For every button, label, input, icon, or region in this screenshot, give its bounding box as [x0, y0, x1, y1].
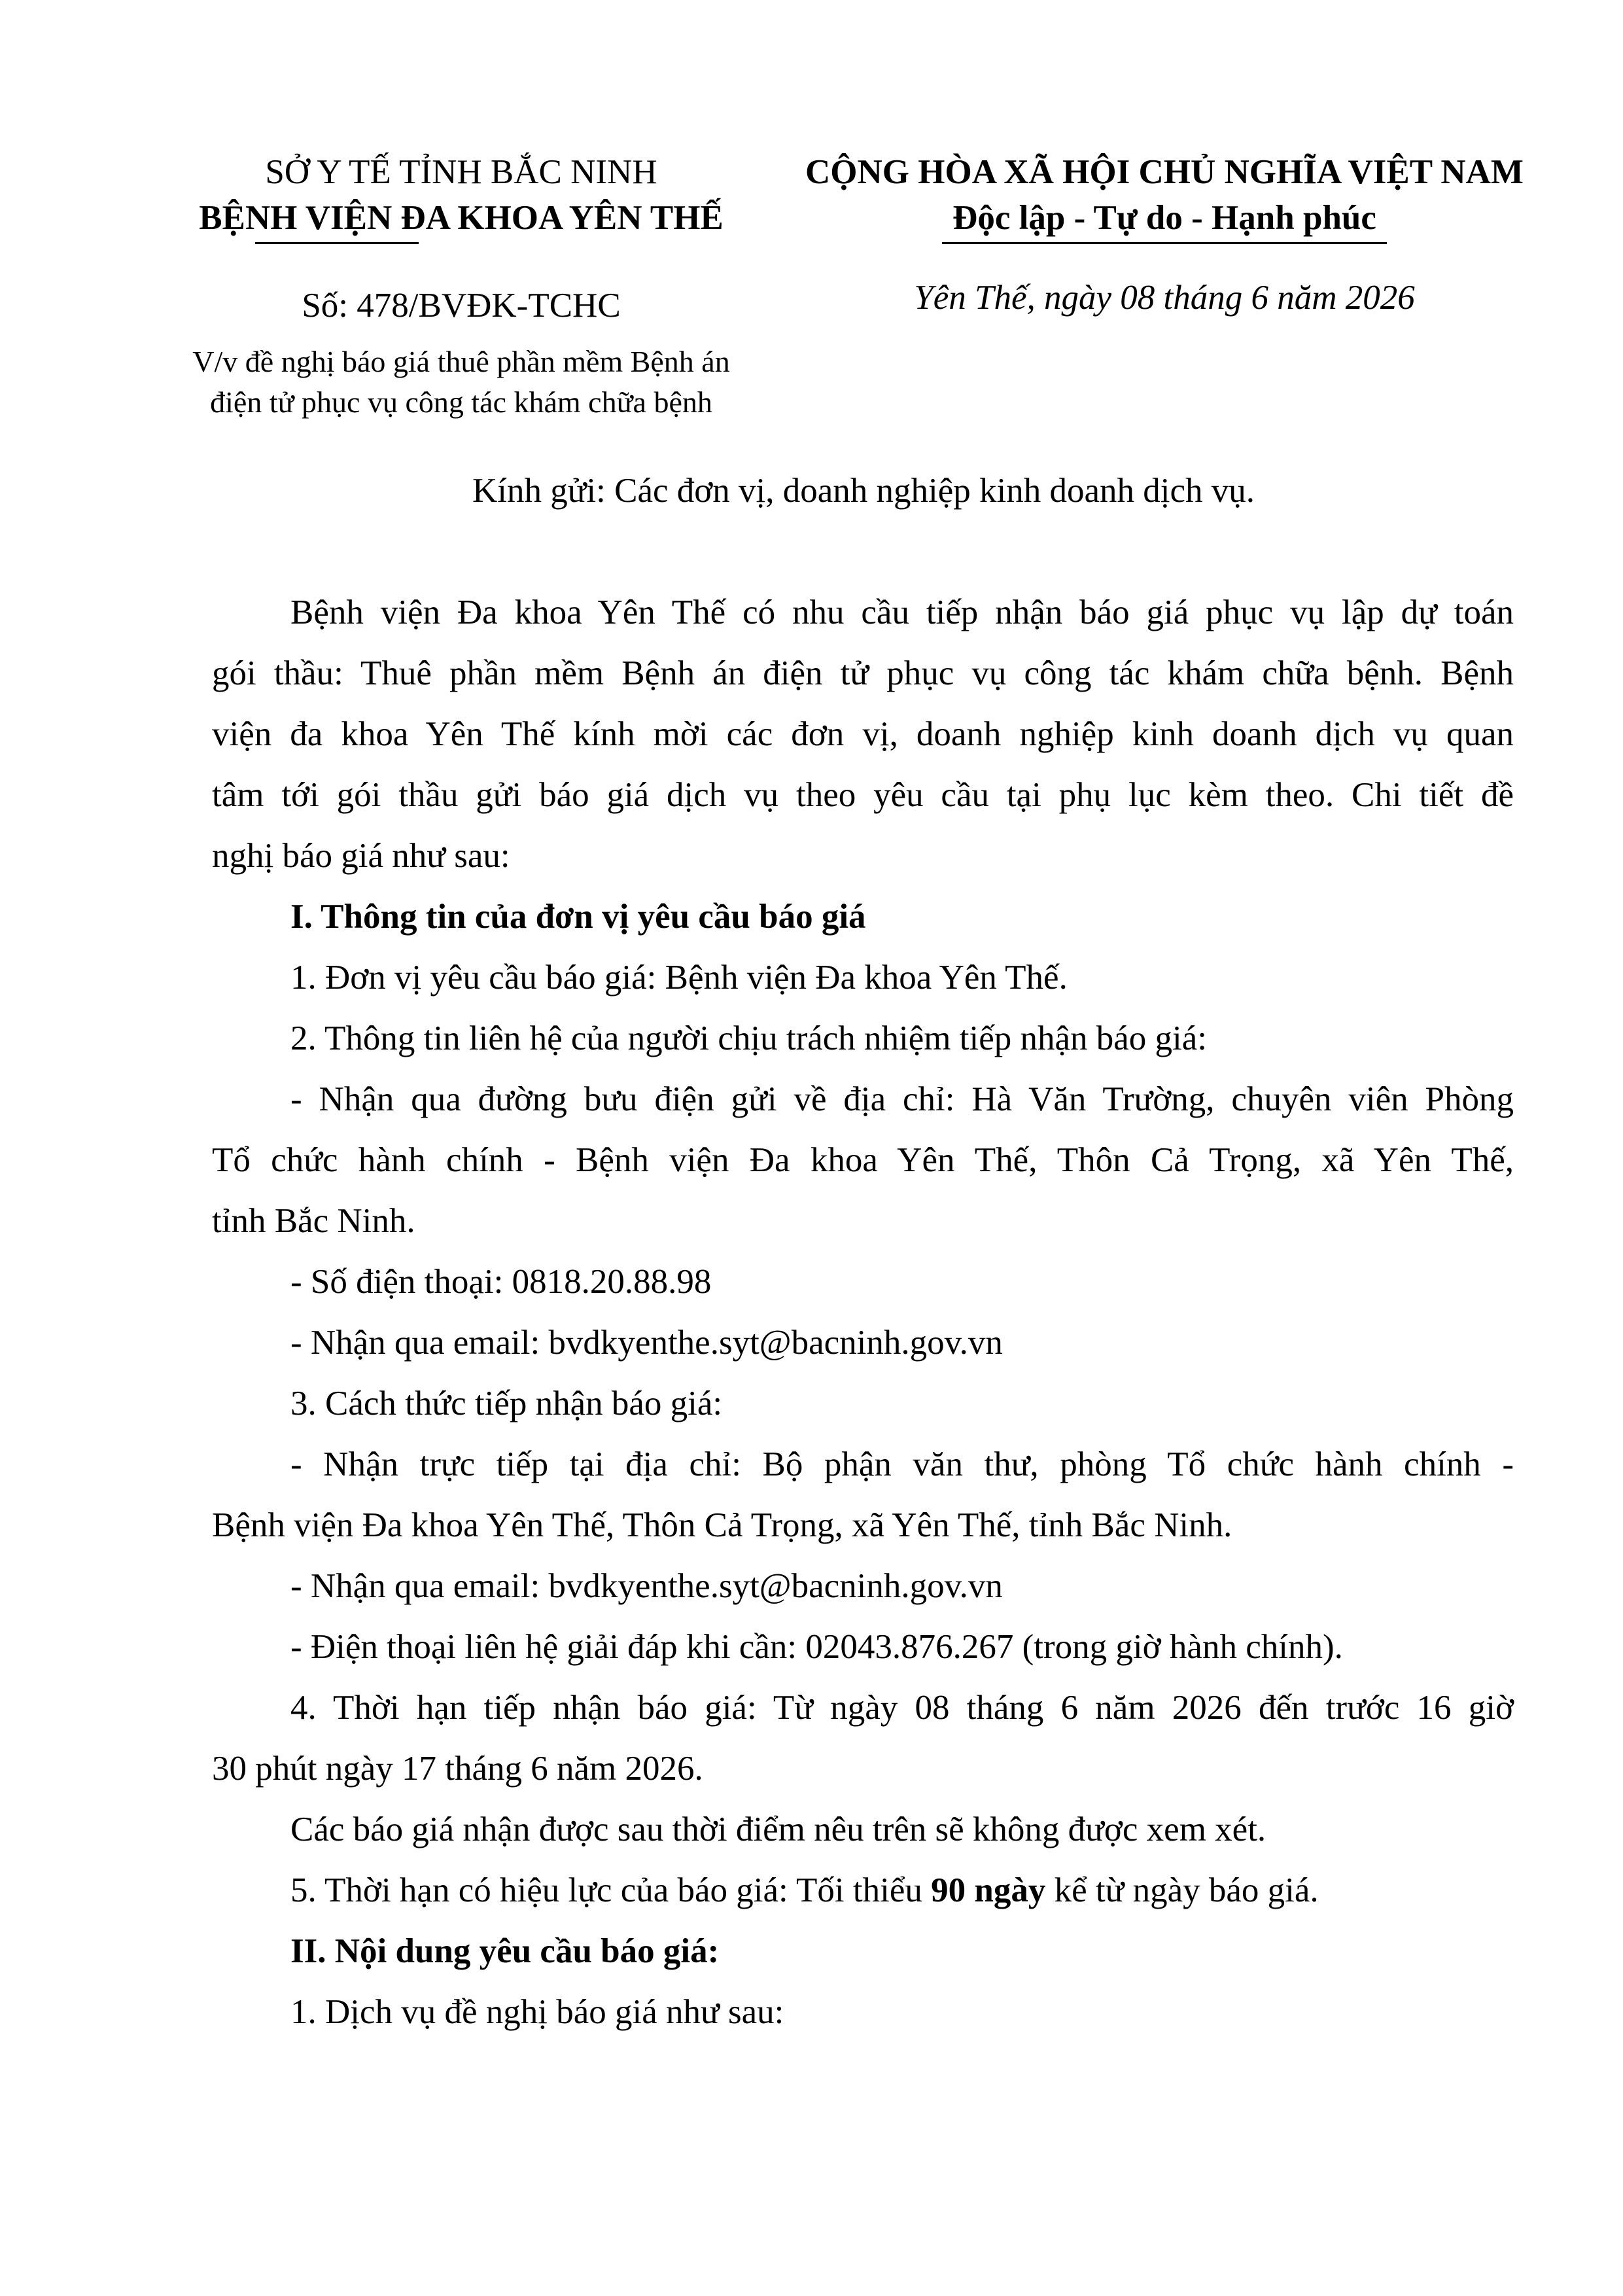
email-line: - Nhận qua email: bvdkyenthe.syt@bacninh.gov.vn [290, 1567, 1003, 1605]
text-line: gói thầu: Thuê phần mềm Bệnh án điện tử phục vụ công tác khám chữa bệnh. Bệnh [212, 654, 1514, 692]
salutation: Kính gửi: Các đơn vị, doanh nghiệp kinh doanh dịch vụ. [472, 472, 1255, 510]
text-line: Bệnh viện Đa khoa Yên Thế, Thôn Cả Trọng, xã Yên Thế, tỉnh Bắc Ninh. [212, 1506, 1232, 1544]
document-subject [137, 342, 785, 423]
issuer-block [137, 149, 785, 241]
section-heading-2: II. Nội dung yêu cầu báo giá: [290, 1932, 720, 1970]
text-line: 30 phút ngày 17 tháng 6 năm 2026. [212, 1750, 703, 1788]
motto-underline [942, 242, 1387, 244]
text-line: Tổ chức hành chính - Bệnh viện Đa khoa Yên Thế, Thôn Cả Trọng, xã Yên Thế, [212, 1141, 1514, 1179]
subject-line: V/v đề nghị báo giá thuê phần mềm Bệnh án [192, 345, 730, 378]
text-line: viện đa khoa Yên Thế kính mời các đơn vị, doanh nghiệp kinh doanh dịch vụ quan [212, 715, 1514, 753]
validity-days: 90 ngày [931, 1871, 1046, 1909]
intro-paragraph [212, 582, 1514, 887]
service-item: 1. Dịch vụ đề nghị báo giá như sau: [290, 1993, 784, 2031]
text-line: tỉnh Bắc Ninh. [212, 1202, 415, 1240]
national-motto-block [772, 149, 1557, 241]
validity-item [212, 1860, 1514, 1921]
text-line: tâm tới gói thầu gửi báo giá dịch vụ theo yêu cầu tại phụ lục kèm theo. Chi tiết đề [212, 776, 1514, 814]
method-item: 3. Cách thức tiếp nhận báo giá: [290, 1385, 723, 1422]
postal-address-paragraph [212, 1069, 1514, 1252]
requester-item: 1. Đơn vị yêu cầu báo giá: Bệnh viện Đa khoa Yên Thế. [290, 959, 1068, 997]
issuer-hospital: BỆNH VIỆN ĐA KHOA YÊN THẾ [199, 199, 724, 237]
national-title: CỘNG HÒA XÃ HỘI CHỦ NGHĨA VIỆT NAM [805, 153, 1524, 191]
document-date: Yên Thế, ngày 08 tháng 6 năm 2026 [914, 279, 1415, 317]
section-heading-1: I. Thông tin của đơn vị yêu cầu báo giá [290, 898, 866, 936]
contact-item: 2. Thông tin liên hệ của người chịu trách nhiệm tiếp nhận báo giá: [290, 1019, 1208, 1057]
document-number: Số: 478/BVĐK-TCHC [302, 287, 621, 325]
email-line: - Nhận qua email: bvdkyenthe.syt@bacninh.gov.vn [290, 1324, 1003, 1362]
text-line: - Nhận trực tiếp tại địa chỉ: Bộ phận văn thư, phòng Tổ chức hành chính - [290, 1445, 1514, 1483]
text-line: - Nhận qua đường bưu điện gửi về địa chỉ: Hà Văn Trường, chuyên viên Phòng [290, 1080, 1514, 1118]
deadline-paragraph [212, 1678, 1514, 1799]
hotline-line: - Điện thoại liên hệ giải đáp khi cần: 02043.876.267 (trong giờ hành chính). [290, 1628, 1343, 1666]
issuer-department: SỞ Y TẾ TỈNH BẮC NINH [265, 153, 657, 191]
validity-suffix: kể từ ngày báo giá. [1045, 1871, 1319, 1909]
national-motto: Độc lập - Tự do - Hạnh phúc [952, 199, 1376, 237]
text-line: 4. Thời hạn tiếp nhận báo giá: Từ ngày 08 tháng 6 năm 2026 đến trước 16 giờ [290, 1689, 1514, 1727]
document-body [212, 582, 1514, 2043]
issuer-underline [255, 242, 419, 244]
subject-line: điện tử phục vụ công tác khám chữa bệnh [210, 385, 712, 419]
text-line: Bệnh viện Đa khoa Yên Thế có nhu cầu tiếp nhận báo giá phục vụ lập dự toán [290, 593, 1514, 631]
late-note: Các báo giá nhận được sau thời điểm nêu trên sẽ không được xem xét. [290, 1810, 1266, 1848]
validity-prefix: 5. Thời hạn có hiệu lực của báo giá: Tối thiểu [290, 1871, 932, 1909]
text-line: nghị báo giá như sau: [212, 837, 510, 875]
phone-line: - Số điện thoại: 0818.20.88.98 [290, 1263, 712, 1301]
direct-address-paragraph [212, 1434, 1514, 1556]
